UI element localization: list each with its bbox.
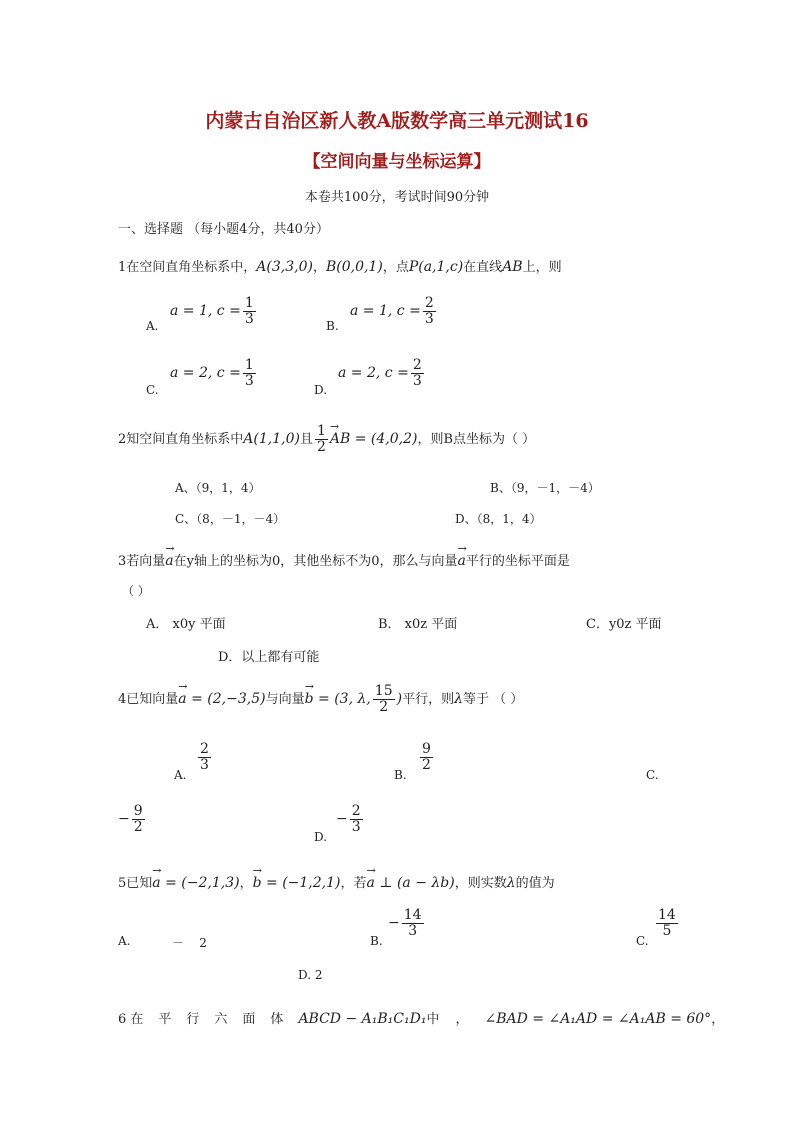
q4-option-a-label: A.	[174, 768, 187, 782]
math-vector-a: → a	[165, 553, 173, 569]
q3-answer-paren: （ ）	[122, 584, 150, 598]
q3-option-a: A． x0y 平面	[146, 617, 226, 632]
question-6-stem: 6 在平行六面体ABCD − A₁B₁C₁D₁中 ， ∠BAD = ∠A₁AD = ∠A₁AB = 60°，	[118, 1011, 725, 1027]
math-point-b: B(0,0,1)	[325, 259, 383, 275]
math-half-vector: $\frac{1}{2}$ → AB = (4,0,2)	[313, 431, 418, 447]
math-parallelepiped: ABCD − A₁B₁C₁D₁	[298, 1011, 427, 1027]
q1-option-c-label: C.	[146, 383, 159, 397]
page-title: 内蒙古自治区新人教A版数学高三单元测试16	[205, 110, 589, 132]
q3-option-c: C．y0z 平面	[586, 617, 662, 632]
math-lambda: λ	[454, 691, 463, 708]
q4-option-a-math: $\frac{2}{3}$	[200, 741, 209, 773]
math-perp-expr: → a ⊥ (a − λb)	[367, 875, 455, 891]
math-point-a: A(3,3,0)	[256, 259, 313, 275]
q5-option-a-label: A.	[118, 934, 131, 948]
question-4-stem: 4已知向量→ a = (2,−3,5)与向量→ b = (3, λ, $\frac{15}{2}$ )平行，则λ等于 （ ）	[118, 684, 523, 714]
math-vector-a: → a	[458, 553, 466, 569]
q2-option-b: B、（9，－1，－4）	[490, 481, 600, 495]
question-number: 2	[118, 432, 127, 448]
q1-option-b-label: B.	[326, 319, 339, 333]
question-3-stem: 3若向量→ a在y轴上的坐标为0，其他坐标不为0，那么与向量→ a平行的坐标平面是	[118, 550, 570, 569]
q1-option-c-math: a = 2, c = $\frac{1}{3}$	[170, 357, 254, 389]
math-lambda: λ	[506, 875, 516, 891]
q4-option-b-label: B.	[394, 768, 407, 782]
question-number: 1	[118, 260, 127, 275]
q5-option-a-value: － 2	[172, 936, 207, 950]
q4-option-c-label: C.	[646, 768, 659, 782]
q1-option-b-math: a = 1, c = $\frac{2}{3}$	[350, 295, 434, 327]
exam-info: 本卷共100分，考试时间90分钟	[304, 190, 490, 205]
q3-option-b: B． x0z 平面	[378, 617, 458, 632]
question-number: 5	[118, 876, 127, 891]
question-number: 6	[118, 1012, 127, 1027]
page-subtitle: 【空间向量与坐标运算】	[303, 152, 491, 172]
math-point-a: A(1,1,0)	[243, 431, 300, 448]
question-number: 3	[118, 554, 127, 569]
math-vector-a-eq: → a = (2,−3,5)	[178, 691, 265, 707]
q4-option-b-math: $\frac{9}{2}$	[422, 741, 431, 773]
q2-option-c: C、（8，－1，－4）	[175, 512, 286, 526]
question-number: 4	[118, 692, 127, 708]
math-vector-a-eq: → a = (−2,1,3)	[152, 875, 239, 891]
q2-option-a: A、（9，1，4）	[175, 481, 261, 495]
math-line-ab: AB	[502, 259, 523, 275]
q5-option-b-math: − $\frac{14}{3}$	[388, 907, 422, 939]
q4-option-c-math: − $\frac{9}{2}$	[118, 803, 143, 835]
question-5-stem: 5已知→ a = (−2,1,3)，→ b = (−1,2,1)，若→ a ⊥ (a − λb)，则实数λ的值为	[118, 872, 555, 891]
math-point-p: P(a,1,c)	[408, 259, 464, 275]
q4-option-d-label: D.	[314, 830, 328, 844]
q2-option-d: D、（8，1，4）	[455, 512, 542, 526]
math-vector-b-eq: → b = (3, λ, $\frac{15}{2}$ )	[305, 691, 403, 707]
q1-option-d-label: D.	[314, 383, 328, 397]
q5-option-c-label: C.	[636, 934, 649, 948]
question-2-stem: 2知空间直角坐标系中A(1,1,0)且 $\frac{1}{2}$ → AB = (4,0,2)，则B点坐标为（ ）	[118, 424, 535, 454]
q5-option-b-label: B.	[370, 934, 383, 948]
math-vector-b-eq: → b = (−1,2,1)	[253, 875, 341, 891]
q1-option-a-math: a = 1, c = $\frac{1}{3}$	[170, 295, 254, 327]
q1-option-d-math: a = 2, c = $\frac{2}{3}$	[338, 357, 422, 389]
q5-option-d: D. 2	[298, 968, 323, 982]
q3-option-d: D．以上都有可能	[218, 650, 320, 665]
math-angles: ∠BAD = ∠A₁AD = ∠A₁AB = 60°	[484, 1011, 712, 1027]
question-1-stem: 1在空间直角坐标系中，A(3,3,0)，B(0,0,1)，点P(a,1,c)在直线AB上，则	[118, 259, 562, 275]
section-heading: 一、选择题 （每小题4分，共40分）	[118, 222, 329, 237]
q4-option-d-math: − $\frac{2}{3}$	[336, 803, 361, 835]
q5-option-c-math: $\frac{14}{5}$	[658, 907, 676, 939]
q1-option-a-label: A.	[146, 319, 159, 333]
